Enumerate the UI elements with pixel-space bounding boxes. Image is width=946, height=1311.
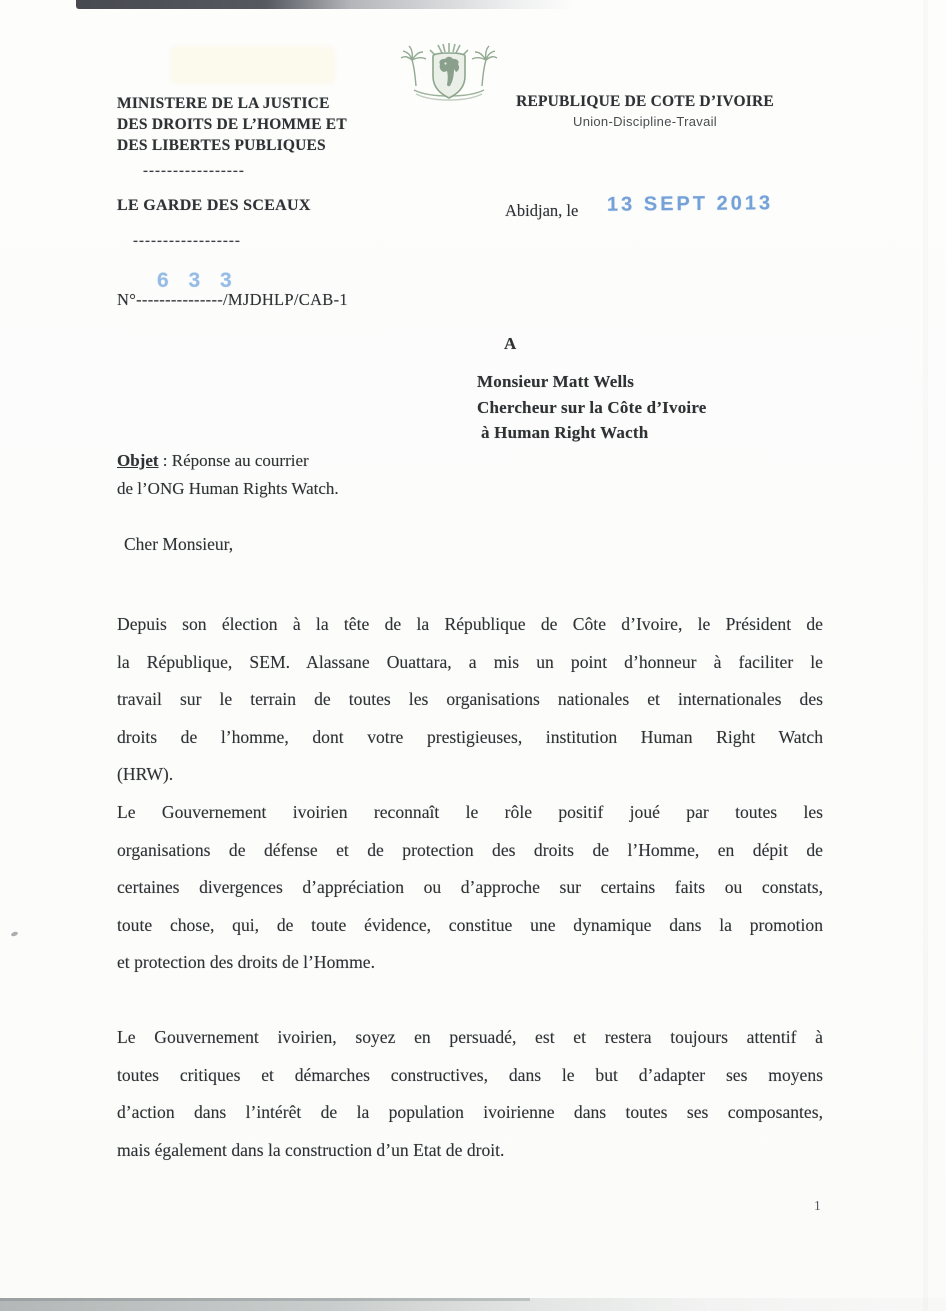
coat-of-arms-icon	[400, 42, 498, 108]
garde-des-sceaux-title: LE GARDE DES SCEAUX	[117, 197, 311, 214]
body-line: droits de l’homme, dont votre prestigieuses, institution Human Right Watch	[117, 726, 823, 747]
place-date-label: Abidjan, le	[505, 201, 579, 220]
page-number: 1	[814, 1198, 821, 1213]
separator-dashes: -----------------	[143, 163, 245, 179]
recipient-org: à Human Right Wacth	[481, 423, 649, 442]
subject-line1	[117, 447, 417, 475]
scan-artifact-top-edge	[76, 0, 576, 9]
reference-number-stamp: 6 3 3	[157, 269, 239, 292]
ministry-header	[117, 93, 397, 156]
body-line: toutes critiques et démarches constructives, dans le but d’adapter ses moyens	[117, 1064, 823, 1085]
body-paragraph-1	[117, 606, 823, 794]
scan-artifact-dot	[11, 931, 19, 937]
ministry-line: MINISTERE DE LA JUSTICE	[117, 95, 330, 112]
scan-artifact-bottom-band	[0, 1298, 946, 1311]
subject-line2: de l’ONG Human Rights Watch.	[117, 478, 339, 498]
date-stamp: 13 SEPT 2013	[606, 192, 774, 216]
reference-line: N°---------------/MJDHLP/CAB-1	[117, 290, 348, 309]
republic-title: REPUBLIQUE DE COTE D’IVOIRE	[516, 93, 774, 110]
subject-text: : Réponse au courrier	[158, 451, 309, 470]
subject-block	[117, 447, 417, 502]
republic-header	[495, 93, 795, 129]
ministry-line: DES DROITS DE L’HOMME ET	[117, 116, 347, 133]
body-line: Depuis son élection à la tête de la République de Côte d’Ivoire, le Président de	[117, 614, 823, 634]
body-line: la République, SEM. Alassane Ouattara, a mis un point d’honneur à faciliter le	[117, 651, 823, 672]
body-line: toute chose, qui, de toute évidence, constitue une dynamique dans la promotion	[117, 914, 823, 935]
subject-label: Objet	[117, 451, 159, 470]
ministry-line: DES LIBERTES PUBLIQUES	[117, 137, 326, 154]
recipient-role: Chercheur sur la Côte d’Ivoire	[477, 397, 707, 417]
recipient-name: Monsieur Matt Wells	[477, 372, 635, 391]
body-line: Le Gouvernement ivoirien, soyez en persuadé, est et restera toujours attentif à	[117, 1027, 823, 1047]
body-line: organisations de défense et de protection des droits de l’Homme, en dépit de	[117, 839, 823, 860]
body-line: (HRW).	[117, 764, 174, 785]
body-line: d’action dans l’intérêt de la population ivoirienne dans toutes ses composantes,	[117, 1102, 823, 1123]
to-label: A	[504, 334, 517, 353]
scan-smudge	[170, 46, 335, 84]
national-motto: Union-Discipline-Travail	[573, 114, 717, 129]
salutation: Cher Monsieur,	[124, 534, 234, 554]
body-line: certaines divergences d’appréciation ou d’approche sur certains faits ou constats,	[117, 877, 823, 898]
scan-artifact-right-line	[923, 0, 928, 1311]
body-line: et protection des droits de l’Homme.	[117, 952, 375, 973]
separator-dashes: ------------------	[133, 233, 241, 249]
body-line: mais également dans la construction d’un Etat de droit.	[117, 1139, 505, 1160]
body-line: travail sur le terrain de toutes les organisations nationales et internationales des	[117, 689, 823, 710]
body-line: Le Gouvernement ivoirien reconnaît le rôle positif joué par toutes les	[117, 802, 823, 822]
recipient-block	[477, 369, 807, 446]
body-paragraph-3	[117, 1019, 823, 1169]
body-paragraph-2	[117, 794, 823, 982]
